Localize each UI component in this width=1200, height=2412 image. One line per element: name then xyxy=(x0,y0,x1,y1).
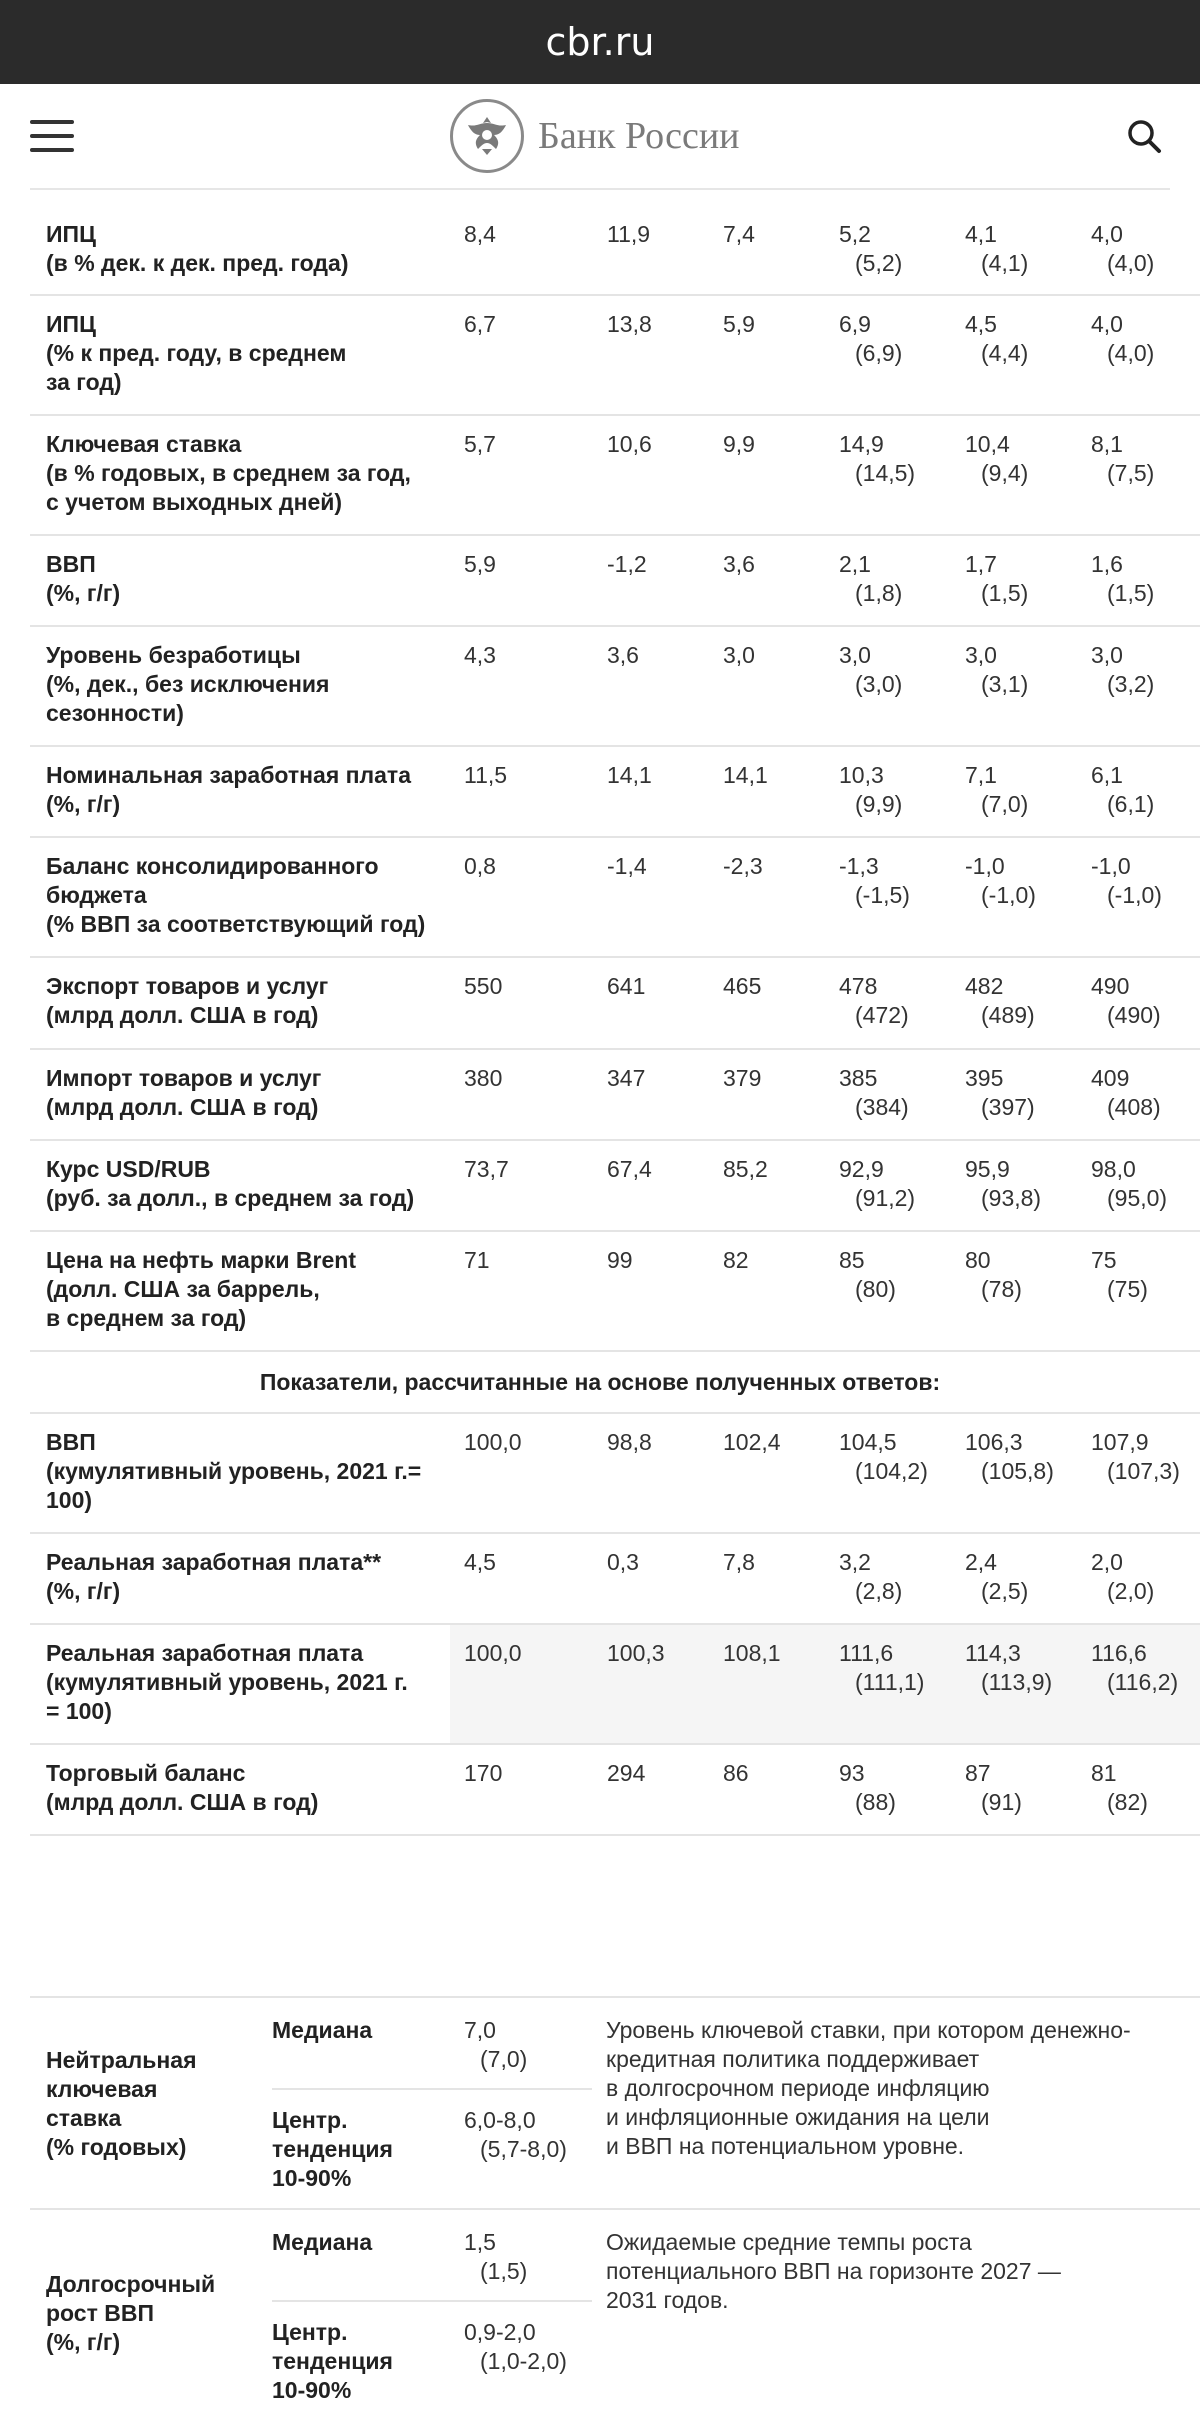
table-cell: 550 xyxy=(464,973,503,999)
median-value: 7,0 (7,0) xyxy=(464,2017,528,2072)
table-row xyxy=(30,958,1200,1050)
table-cell: 107,9 (107,3) xyxy=(1091,1429,1180,1484)
table-cell: 85,2 xyxy=(723,1156,768,1182)
table-cell: 0,3 xyxy=(607,1549,639,1575)
table-cell: 490 (490) xyxy=(1091,973,1161,1028)
table-row xyxy=(30,1232,1200,1352)
central-tendency-label: Центр. тенденция 10-90% xyxy=(272,2319,393,2403)
table-cell: -1,3 (-1,5) xyxy=(839,853,910,908)
block-label: Долгосрочный рост ВВП (%, г/г) xyxy=(46,2271,216,2355)
table-cell: 4,5 (4,4) xyxy=(965,311,1029,366)
table-row xyxy=(30,1745,1200,1836)
bank-logo[interactable] xyxy=(450,98,740,174)
table-cell: 4,0 (4,0) xyxy=(1091,221,1155,276)
table-cell: 482 (489) xyxy=(965,973,1035,1028)
table-row xyxy=(30,627,1200,747)
table-cell: 3,6 xyxy=(723,551,755,577)
row-label: Уровень безработицы (%, дек., без исключения сезонности) xyxy=(46,642,330,726)
table-cell: 380 xyxy=(464,1065,503,1091)
row-label: Баланс консолидированного бюджета (% ВВП за соответствующий год) xyxy=(46,853,426,937)
table-cell: 2,4 (2,5) xyxy=(965,1549,1029,1604)
table-cell: 71 xyxy=(464,1247,490,1273)
row-label: ИПЦ (% к пред. году, в среднем за год) xyxy=(46,311,347,395)
row-label: Реальная заработная плата (кумулятивный уровень, 2021 г. = 100) xyxy=(46,1640,408,1724)
table-cell: 3,6 xyxy=(607,642,639,668)
table-row xyxy=(30,1141,1200,1232)
search-icon[interactable] xyxy=(1126,118,1162,154)
table-cell: 73,7 xyxy=(464,1156,509,1182)
row-label: ИПЦ (в % дек. к дек. пред. года) xyxy=(46,221,349,276)
table-cell: 409 (408) xyxy=(1091,1065,1161,1120)
table-row xyxy=(30,296,1200,416)
median-value: 1,5 (1,5) xyxy=(464,2229,528,2284)
table-cell: -1,2 xyxy=(607,551,647,577)
table-cell: 3,0 (3,2) xyxy=(1091,642,1155,697)
table-cell: -1,0 (-1,0) xyxy=(965,853,1036,908)
long-term-table xyxy=(30,1996,1200,2410)
table-cell: 7,4 xyxy=(723,221,755,247)
eagle-emblem-icon xyxy=(450,99,524,173)
table-row xyxy=(30,206,1200,296)
table-cell: 3,0 (3,0) xyxy=(839,642,903,697)
table-cell: 465 xyxy=(723,973,762,999)
sub-divider xyxy=(272,2300,592,2302)
table-cell: 10,3 (9,9) xyxy=(839,762,903,817)
table-cell: 478 (472) xyxy=(839,973,909,1028)
row-label: Экспорт товаров и услуг (млрд долл. США в год) xyxy=(46,973,329,1028)
central-tendency-label: Центр. тенденция 10-90% xyxy=(272,2107,393,2191)
table-cell: 4,0 (4,0) xyxy=(1091,311,1155,366)
browser-url-bar[interactable] xyxy=(0,0,1200,84)
row-label: Торговый баланс (млрд долл. США в год) xyxy=(46,1760,319,1815)
table-row xyxy=(30,1534,1200,1625)
table-cell: 102,4 xyxy=(723,1429,781,1455)
table-cell: 100,3 xyxy=(607,1640,665,1666)
table-cell: 100,0 xyxy=(464,1640,522,1666)
table-cell: 116,6 (116,2) xyxy=(1091,1640,1179,1695)
table-cell: 111,6 (111,1) xyxy=(839,1640,925,1695)
table-cell: 2,0 (2,0) xyxy=(1091,1549,1155,1604)
table-cell: 13,8 xyxy=(607,311,652,337)
table-cell: 75 (75) xyxy=(1091,1247,1148,1302)
table-cell: 3,2 (2,8) xyxy=(839,1549,903,1604)
table-cell: 100,0 xyxy=(464,1429,522,1455)
table-cell: 104,5 (104,2) xyxy=(839,1429,928,1484)
table-cell: 4,1 (4,1) xyxy=(965,221,1029,276)
table-cell: 8,1 (7,5) xyxy=(1091,431,1155,486)
table-cell: -1,4 xyxy=(607,853,647,879)
table-cell: 1,7 (1,5) xyxy=(965,551,1029,606)
row-label: Реальная заработная плата** (%, г/г) xyxy=(46,1549,382,1604)
table-cell: 3,0 (3,1) xyxy=(965,642,1029,697)
table-cell: 95,9 (93,8) xyxy=(965,1156,1042,1211)
table-cell: 5,9 xyxy=(723,311,755,337)
sub-divider xyxy=(272,2088,592,2090)
table-cell: 93 (88) xyxy=(839,1760,896,1815)
table-cell: 6,9 (6,9) xyxy=(839,311,903,366)
table-cell: 379 xyxy=(723,1065,762,1091)
table-cell: 11,5 xyxy=(464,762,508,788)
table-row xyxy=(30,838,1200,958)
table-cell: 8,4 xyxy=(464,221,496,247)
neutral-rate-block xyxy=(30,1998,1200,2210)
logo-text: Банк России xyxy=(538,115,740,157)
block-description: Ожидаемые средние темпы роста потенциального ВВП на горизонте 2027 — 2031 годов. xyxy=(606,2229,1061,2313)
row-label: Ключевая ставка (в % годовых, в среднем за год, с учетом выходных дней) xyxy=(46,431,411,515)
table-cell: 85 (80) xyxy=(839,1247,896,1302)
row-label: Номинальная заработная плата (%, г/г) xyxy=(46,762,411,817)
table-row xyxy=(30,1050,1200,1141)
table-cell: 3,0 xyxy=(723,642,755,668)
url-text: cbr.ru xyxy=(545,20,655,64)
table-cell: 5,7 xyxy=(464,431,496,457)
table-cell: 7,8 xyxy=(723,1549,755,1575)
table-cell: 108,1 xyxy=(723,1640,781,1666)
site-header xyxy=(0,84,1200,188)
central-tendency-value: 6,0-8,0 (5,7-8,0) xyxy=(464,2107,567,2162)
header-divider xyxy=(30,188,1170,190)
table-cell: 347 xyxy=(607,1065,646,1091)
table-cell: 4,5 xyxy=(464,1549,496,1575)
central-tendency-value: 0,9-2,0 (1,0-2,0) xyxy=(464,2319,567,2374)
table-cell: 106,3 (105,8) xyxy=(965,1429,1054,1484)
table-cell: -1,0 (-1,0) xyxy=(1091,853,1162,908)
table-cell: 1,6 (1,5) xyxy=(1091,551,1155,606)
table-cell: 11,9 xyxy=(607,221,651,247)
median-label: Медиана xyxy=(272,2229,373,2255)
table-cell: 86 xyxy=(723,1760,749,1786)
block-description: Уровень ключевой ставки, при котором денежно- кредитная политика поддерживает в долгосрочном периоде инфляцию и инфляционные ожидания на цели и ВВП на потенциальном уровне. xyxy=(606,2017,1131,2159)
table-cell: 81 (82) xyxy=(1091,1760,1148,1815)
hamburger-menu-icon[interactable] xyxy=(30,120,74,152)
table-cell: 14,9 (14,5) xyxy=(839,431,916,486)
table-cell: 294 xyxy=(607,1760,646,1786)
table-cell: 7,1 (7,0) xyxy=(965,762,1029,817)
row-label: ВВП (кумулятивный уровень, 2021 г.= 100) xyxy=(46,1429,422,1513)
table-cell: 10,6 xyxy=(607,431,652,457)
table-cell: 170 xyxy=(464,1760,503,1786)
table-cell: 385 (384) xyxy=(839,1065,909,1120)
table-cell: 80 (78) xyxy=(965,1247,1022,1302)
table-cell: 4,3 xyxy=(464,642,496,668)
table-cell: 14,1 xyxy=(723,762,768,788)
row-label: Цена на нефть марки Brent (долл. США за баррель, в среднем за год) xyxy=(46,1247,356,1331)
table-cell: 14,1 xyxy=(607,762,652,788)
table-cell: 98,0 (95,0) xyxy=(1091,1156,1168,1211)
table-cell: 5,9 xyxy=(464,551,496,577)
row-label: Курс USD/RUB (руб. за долл., в среднем за год) xyxy=(46,1156,415,1211)
table-cell: 6,7 xyxy=(464,311,496,337)
block-label: Нейтральная ключевая ставка (% годовых) xyxy=(46,2047,197,2160)
table-cell: -2,3 xyxy=(723,853,763,879)
table-cell: 641 xyxy=(607,973,646,999)
row-label: Импорт товаров и услуг (млрд долл. США в год) xyxy=(46,1065,322,1120)
table-cell: 9,9 xyxy=(723,431,755,457)
table-row xyxy=(30,1414,1200,1534)
table-row xyxy=(30,536,1200,627)
section-title: Показатели, рассчитанные на основе полученных ответов: xyxy=(259,1369,941,1395)
table-row xyxy=(30,416,1200,536)
row-label: ВВП (%, г/г) xyxy=(46,551,121,606)
long-term-gdp-block xyxy=(30,2210,1200,2410)
table-row xyxy=(30,747,1200,838)
table-cell: 99 xyxy=(607,1247,633,1273)
table-cell: 92,9 (91,2) xyxy=(839,1156,916,1211)
row-highlight xyxy=(450,1625,1200,1743)
table-cell: 82 xyxy=(723,1247,749,1273)
table-cell: 114,3 (113,9) xyxy=(965,1640,1053,1695)
table-cell: 2,1 (1,8) xyxy=(839,551,903,606)
median-label: Медиана xyxy=(272,2017,373,2043)
section-header xyxy=(30,1352,1200,1414)
table-cell: 0,8 xyxy=(464,853,496,879)
table-row xyxy=(30,1625,1200,1745)
table-cell: 10,4 (9,4) xyxy=(965,431,1029,486)
table-cell: 395 (397) xyxy=(965,1065,1035,1120)
table-cell: 5,2 (5,2) xyxy=(839,221,903,276)
table-cell: 98,8 xyxy=(607,1429,652,1455)
table-cell: 87 (91) xyxy=(965,1760,1022,1815)
table-cell: 6,1 (6,1) xyxy=(1091,762,1155,817)
table-cell: 67,4 xyxy=(607,1156,652,1182)
forecast-table xyxy=(30,206,1200,1836)
